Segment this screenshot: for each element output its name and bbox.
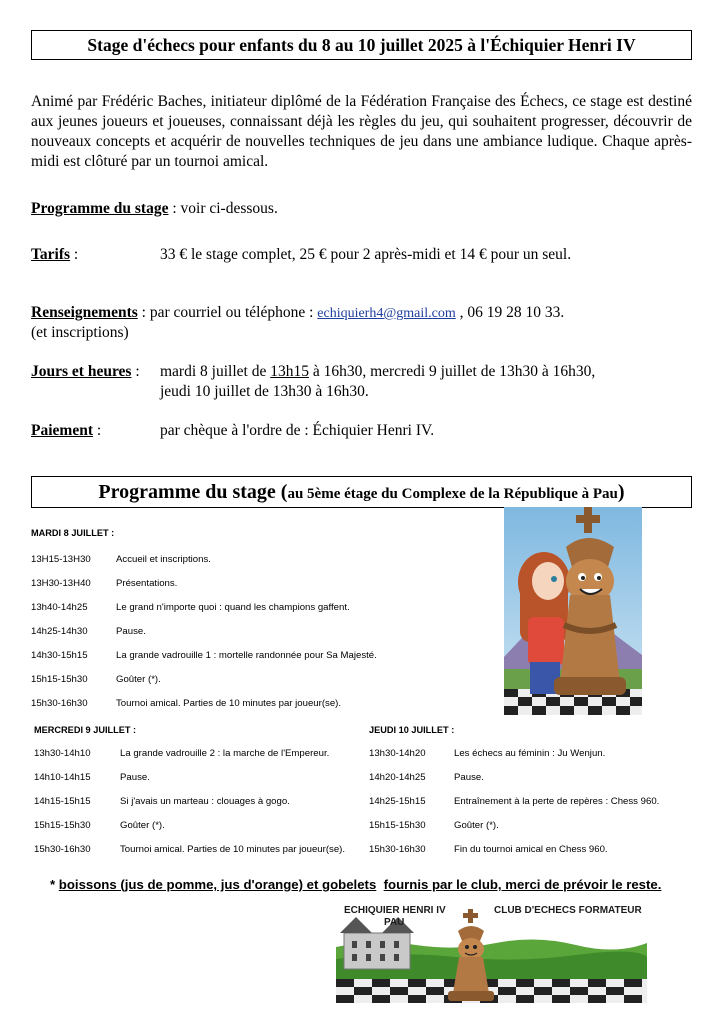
programme-title-close: ) (617, 481, 625, 503)
paiement-sep: : (92, 422, 102, 439)
jours-time: 13h15 (270, 363, 309, 380)
tarifs-label: Tarifs (31, 246, 71, 263)
programme-title-main: Programme du stage ( (98, 481, 288, 503)
programme-title (31, 476, 692, 508)
paiement-line (31, 421, 435, 441)
footnote-star: * (50, 877, 59, 892)
jours-line2: jeudi 10 juillet de 13h30 à 16h30. (160, 383, 369, 400)
programme-label: Programme du stage (31, 200, 169, 217)
page-title: Stage d'échecs pour enfants du 8 au 10 juillet 2025 à l'Échiquier Henri IV (31, 30, 692, 60)
renseignements-sub: (et inscriptions) (31, 324, 129, 341)
day-label-mardi: MARDI 8 JUILLET : (31, 528, 115, 538)
girl-and-king-illustration (504, 507, 642, 715)
intro-paragraph: Animé par Frédéric Baches, initiateur diplômé de la Fédération Française des Échecs, ce stage est destiné aux jeunes joueurs et joueuses, connaissant déjà les règles du jeu, qui souhaitent progresser, découvrir de nouveaux concepts et acquérir de nouvelles techniques de jeu dans une ambiance ludique. Chaque après-midi est clôturé par un tournoi amical. (31, 93, 692, 170)
logo-left-line1: ECHIQUIER HENRI IV (344, 905, 446, 916)
footnote-part-a: boissons (jus de pomme, jus d'orange) et gobelets (58, 877, 377, 892)
logo-left-line2: PAU (384, 917, 405, 928)
renseignements-label: Renseignements (31, 304, 138, 321)
day-label-jeudi: JEUDI 10 JUILLET : (369, 725, 455, 735)
renseignements-value: : par courriel ou téléphone : (137, 304, 318, 321)
paiement-value: par chèque à l'ordre de : Échiquier Henri IV. (160, 422, 435, 439)
jours-value (160, 362, 595, 382)
programme-value: : voir ci-dessous. (168, 200, 278, 217)
tarifs-value: 33 € le stage complet, 25 € pour 2 après-midi et 14 € pour un seul. (160, 246, 572, 263)
programme-title-sub: au 5ème étage du Complexe de la République à Pau (287, 486, 618, 502)
footnote (50, 877, 661, 892)
illustration-svg (504, 507, 642, 715)
jours-label: Jours et heures (31, 363, 132, 380)
jours-sep: : (131, 363, 140, 380)
club-logo-svg (336, 899, 647, 1003)
jours-pre: mardi 8 juillet de (160, 363, 271, 380)
phone-number: , 06 19 28 10 33. (455, 304, 565, 321)
logo-right: CLUB D'ECHECS FORMATEUR (494, 905, 642, 916)
programme-line (31, 199, 278, 219)
email-link[interactable]: echiquierh4@gmail.com (317, 306, 456, 321)
footnote-part-b: fournis par le club, merci de prévoir le reste. (383, 877, 662, 892)
tarifs-sep: : (70, 246, 79, 263)
renseignements-line (31, 303, 564, 324)
paiement-label: Paiement (31, 422, 93, 439)
day-label-mercredi: MERCREDI 9 JUILLET : (34, 725, 137, 735)
tarifs-line (31, 245, 572, 265)
club-logo (336, 899, 647, 1003)
jours-post: à 16h30, mercredi 9 juillet de 13h30 à 16h30, (308, 363, 596, 380)
jours-line (31, 362, 596, 382)
